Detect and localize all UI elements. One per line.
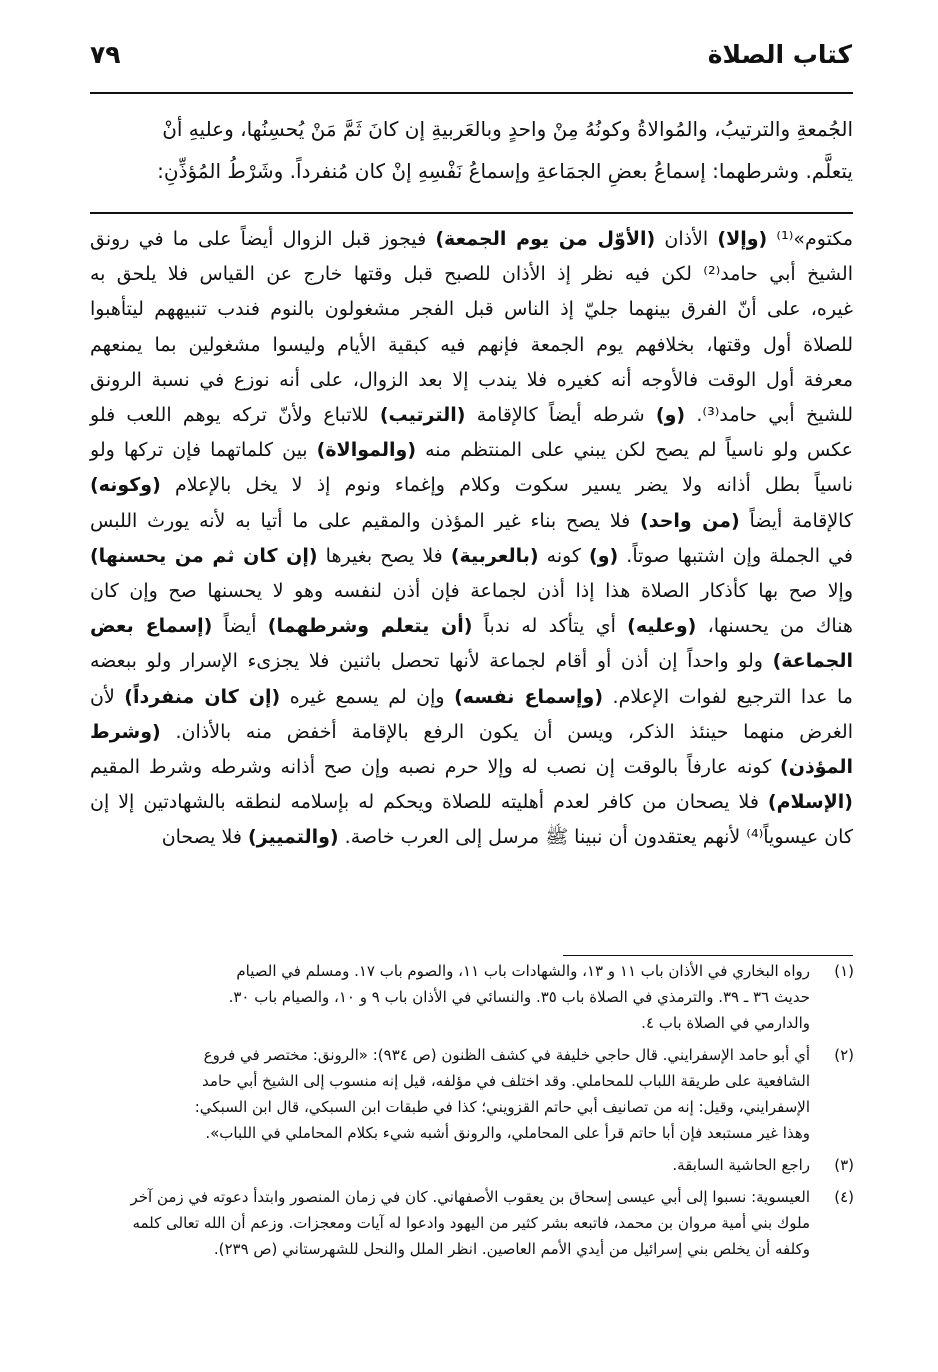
commentary-line [90, 398, 853, 433]
footnote-number: (٣) [834, 1156, 854, 1174]
footnote-body [92, 1042, 810, 1146]
commentary-run: ⁽²⁾ [703, 263, 721, 286]
commentary-run: ⁽¹⁾ [767, 228, 794, 250]
commentary-run: غيره، على أنّ الفرق بينهما جليّ إذ الناس قبل الفجر مشغولون بالنوم فندب تنبيههم ليتأهبوا [90, 298, 853, 321]
footnote-body [92, 958, 810, 1036]
commentary-line [90, 750, 853, 785]
commentary-run: ⁽⁴⁾ [746, 826, 764, 849]
footnote-line: الشافعية على طريقة اللباب للمحاملي. وقد اختلف في مؤلفه، قيل إنه منسوب إلى الشيخ أبي حامد [202, 1072, 810, 1090]
footnote-line: حديث ٣٦ ـ ٣٩. والترمذي في الصلاة باب ٣٥. والنسائي في الأذان باب ٩ و ١٠، والصيام باب ٣٠. [228, 988, 810, 1006]
commentary-run: الأذان [655, 228, 718, 250]
footnote-line: الإسفرايني، وقيل: إنه من تصانيف أبي حاتم القزويني؛ كذا في طبقات ابن السبكي، قال ابن السبكي: [194, 1098, 810, 1116]
commentary-line [90, 328, 853, 363]
commentary-line [90, 539, 853, 574]
commentary-run: وإلا صح بها كأذكار الصلاة هذا إذا أذن لجماعة فإن أذن لنفسه وهو لا يحسنها صح وإن كان [90, 580, 853, 603]
footnote [92, 958, 854, 1036]
commentary-line [90, 222, 853, 257]
matn-quote: (إن كان ثم من يحسنها) [90, 544, 318, 567]
matn-rule [90, 212, 853, 214]
footnote-line: أي أبو حامد الإسفرايني. قال حاجي خليفة في كشف الظنون (ص ٩٣٤): «الرونق: مختصر في فروع [203, 1046, 810, 1064]
commentary-run: الغرض منهما حينئذ الذكر، ويسن أن يكون الرفع بالإقامة أخفض منه بالأذان. [160, 720, 853, 743]
commentary-line [90, 292, 853, 327]
commentary-line [90, 680, 853, 715]
matn-quote: (الأوّل من يوم الجمعة) [435, 228, 656, 250]
commentary-run: معرفة أول الوقت فالأوجه أنه كغيره فلا يندب إلا بعد الزوال، على أنه نوزع في نسبة الرونق [90, 368, 853, 391]
commentary-run: فلا يصح بغيرها [317, 544, 451, 567]
commentary-run: للصلاة أول وقتها، بخلافهم يوم الجمعة فإنهم فيه كبقية الأيام وليسوا مشغولين بما يمنعهم [90, 333, 853, 356]
footnote-body [92, 1152, 810, 1178]
page-number: ٧٩ [90, 40, 121, 69]
matn-line: يتعلَّم. وشرطهما: إسماعُ بعضِ الجمَاعةِ وإسماعُ نَفْسِهِ إنْ كان مُنفرداً. وشَرْطُ المُؤذِّنِ: [157, 159, 853, 183]
commentary-line [90, 363, 853, 398]
footnote-line: وهذا غير مستبعد فإن أبا حاتم قرأ على المحاملي، والرونق أشبه شيء بكلام المحاملي في اللباب». [205, 1124, 810, 1142]
matn-quote: (والتمييز) [247, 826, 339, 849]
commentary-run: فلا يصح بناء غير المؤذن والمقيم على ما أتيا به لأنه يورث اللبس [90, 509, 641, 532]
commentary-run: كونه عارفاً بالوقت إن نصب له وإلا حرم نصبه وإن صح أذانه وشرطه وشرط المقيم [90, 756, 781, 779]
matn-quote: (و) [589, 544, 619, 567]
matn-quote: (أن يتعلم وشرطهما) [267, 615, 473, 638]
commentary-run: ناسياً بطل أذانه ولا يضر يسير سكوت وكلام وإغماء ونوم إذ لا يخل بالإعلام [160, 474, 853, 497]
footnote [92, 1152, 854, 1178]
commentary-line [90, 468, 853, 503]
footnote-body [92, 1184, 810, 1262]
commentary-line [90, 257, 853, 292]
commentary-run: كالإقامة أيضاً [739, 509, 853, 532]
footnote-rule [563, 955, 853, 956]
commentary-run: لأن [90, 685, 125, 708]
footnote [92, 1184, 854, 1262]
commentary-run: أي يتأكد له ندباً [472, 615, 628, 638]
commentary-run: مكتوم» [793, 228, 854, 250]
commentary-run: كان عيسوياً [763, 826, 853, 849]
commentary-run: لكن فيه نظر إذ الأذان للصبح قبل وقتها خارج عن القياس فلا يلحق به [90, 263, 704, 286]
commentary-run: ولو واحداً إن أذن أو أقام لجماعة لأنها تحصل باثنين فلا يجزىء الإسرار ولو ببعضه [90, 650, 773, 673]
footnotes [92, 958, 854, 1268]
footnote-line: وكلفه أن يخلص بني إسرائيل من أيدي الأمم العاصين. انظر الملل والنحل للشهرستاني (ص ٢٣٩). [213, 1240, 810, 1258]
matn-quote: الجماعة) [772, 650, 853, 673]
commentary-line [90, 785, 853, 820]
commentary-line [90, 433, 853, 468]
commentary-run: كونه [538, 544, 590, 567]
commentary-run: للاتباع ولأنّ تركه يوهم اللعب فلو [90, 404, 380, 427]
commentary-line [90, 820, 853, 855]
matn-quote: (وعليه) [627, 615, 697, 638]
commentary-run: أيضاً [212, 615, 268, 638]
commentary-run: هناك من يحسنها، [696, 615, 853, 638]
matn-quote: (إسماع بعض [90, 615, 213, 638]
commentary-run: عكس ولو ناسياً لم يصح لكن يبني على المنتظم منه [416, 439, 853, 462]
header-rule [90, 92, 853, 94]
commentary-text [90, 222, 853, 856]
matn-quote: (الإسلام) [767, 791, 853, 814]
footnote-line: راجع الحاشية السابقة. [672, 1156, 810, 1174]
matn-quote: (وشرط [90, 720, 161, 743]
footnote-line: العيسوية: نسبوا إلى أبي عيسى إسحاق بن يعقوب الأصفهاني. كان في زمان المنصور وابتدأ دعوته في زمن آخر [130, 1188, 810, 1206]
commentary-run: . [685, 404, 703, 427]
footnote-line: ملوك بني أمية مروان بن محمد، فاتبعه بشر كثير من اليهود وادعوا له آيات ومعجزات. وزعم أن الله تعالى كلمه [132, 1214, 810, 1232]
commentary-line [90, 609, 853, 644]
commentary-run: الشيخ أبي حامد [720, 263, 853, 286]
footnote-number: (٤) [834, 1188, 854, 1206]
matn-quote: (و) [655, 404, 686, 427]
commentary-run: فلا يصحان [161, 826, 248, 849]
running-title: كتاب الصلاة [707, 40, 852, 69]
commentary-line [90, 715, 853, 750]
commentary-run: شرطه أيضاً كالإقامة [465, 404, 656, 427]
matn-quote: (بالعربية) [450, 544, 539, 567]
page-header [90, 40, 852, 84]
footnote-number: (١) [834, 962, 854, 980]
commentary-run: في الجملة وإن اشتبها صوتاً. [618, 544, 853, 567]
matn-text [90, 108, 853, 192]
commentary-run: فلا يصحان من كافر لعدم أهليته للصلاة ويحكم له بإسلامه لنطقه بالشهادتين إلا إن [90, 791, 768, 814]
matn-quote: (الترتيب) [379, 404, 466, 427]
matn-quote: (وإسماع نفسه) [454, 685, 604, 708]
commentary-run: بين كلماتهما فإن تركها ولو [90, 439, 317, 462]
matn-line: الجُمعةِ والترتيبُ، والمُوالاةُ وكونُهُ مِنْ واحدٍ وبالعَربيةِ إن كانَ ثَمَّ مَنْ يُحسِنُها، وعليهِ أنْ [162, 117, 853, 141]
footnote-line: والدارمي في الصلاة باب ٤. [641, 1014, 810, 1032]
matn-quote: (والموالاة) [316, 439, 417, 462]
commentary-run: فيجوز قبل الزوال أيضاً على ما في رونق [90, 228, 436, 250]
matn-quote: (من واحد) [640, 509, 740, 532]
footnote-line: رواه البخاري في الأذان باب ١١ و ١٣، والشهادات باب ١١، والصوم باب ١٧. ومسلم في الصيام [236, 962, 810, 980]
commentary-run: ⁽³⁾ [702, 404, 720, 427]
commentary-run: لأنهم يعتقدون أن نبينا ﷺ مرسل إلى العرب خاصة. [338, 826, 747, 849]
matn-quote: (إن كان منفرداً) [124, 685, 281, 708]
footnote-number: (٢) [834, 1046, 854, 1064]
footnote [92, 1042, 854, 1146]
commentary-run: وإن لم يسمع غيره [280, 685, 455, 708]
commentary-line [90, 504, 853, 539]
commentary-run: للشيخ أبي حامد [719, 404, 853, 427]
commentary-line [90, 644, 853, 679]
matn-quote: (وكونه) [90, 474, 161, 497]
commentary-line [90, 574, 853, 609]
commentary-run: ما عدا الترجيع لفوات الإعلام. [603, 685, 853, 708]
matn-quote: المؤذن) [780, 756, 853, 779]
matn-quote: (وإلا) [717, 228, 768, 250]
